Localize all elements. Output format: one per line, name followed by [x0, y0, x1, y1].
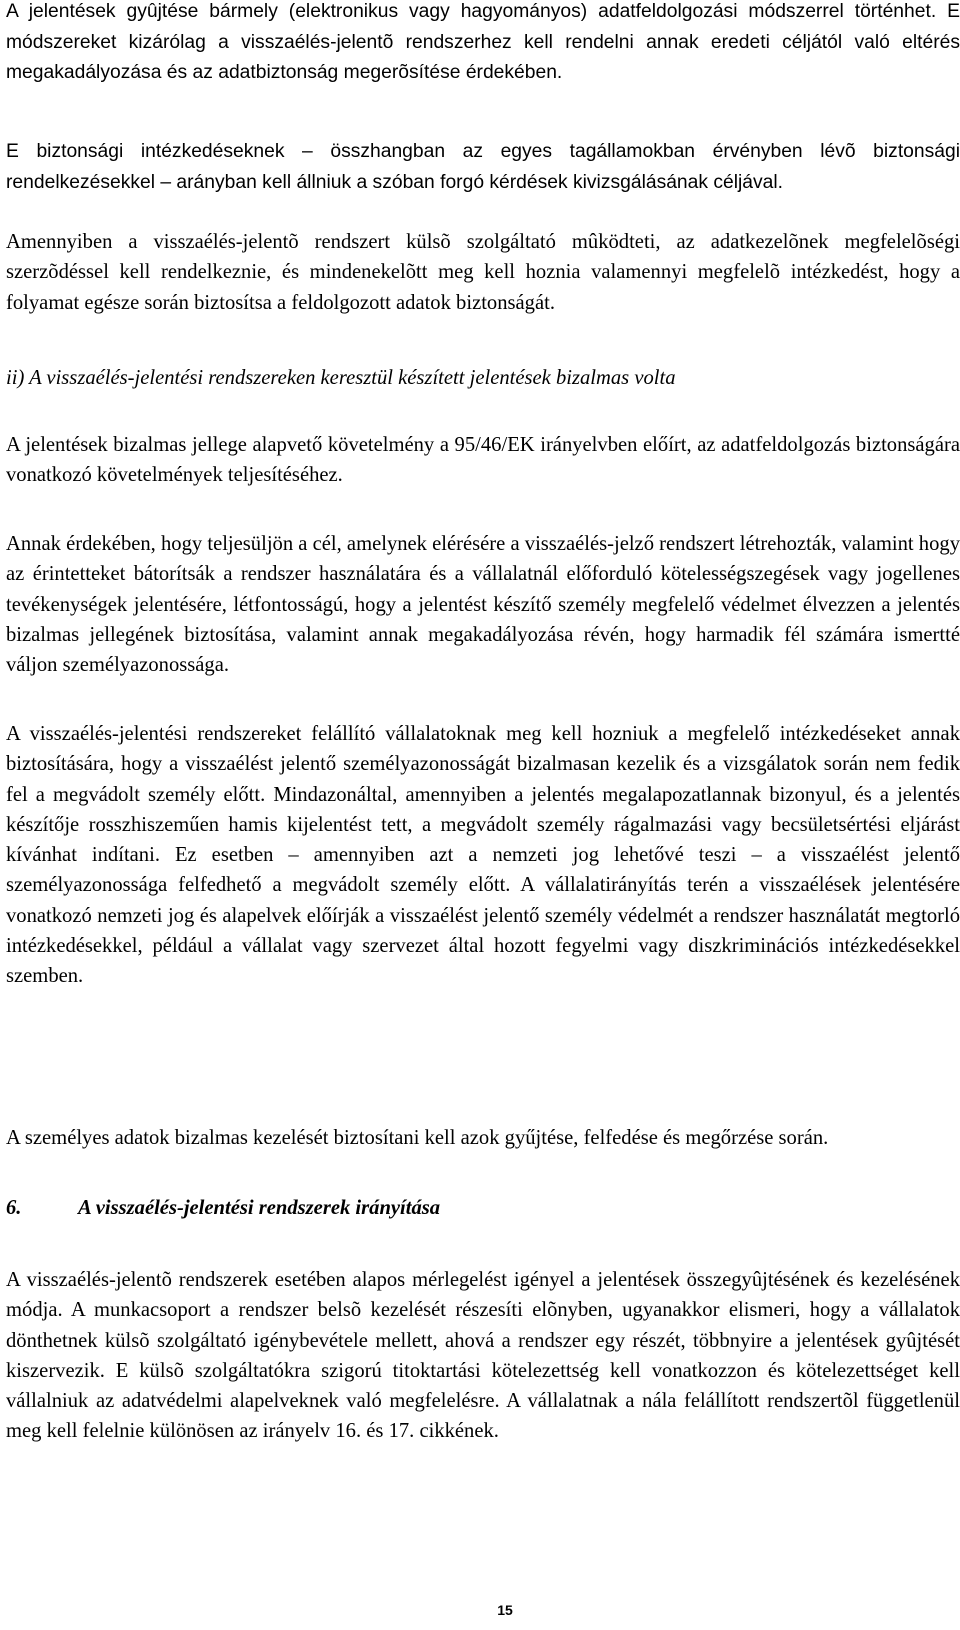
paragraph-confidentiality-requirement: A jelentések bizalmas jellege alapvető követelmény a 95/46/EK irányelvben előírt, az adatfeldolgozás biztonságára vonatkozó követelmények teljesítéséhez.	[6, 434, 960, 487]
paragraph-security-measures: E biztonsági intézkedéseknek – összhangban az egyes tagállamokban érvényben lévõ biztonsági rendelkezésekkel – arányban kell állniuk a szóban forgó kérdések kivizsgálásának céljával.	[6, 141, 960, 193]
page-number: 15	[497, 1602, 513, 1618]
paragraph-personal-data: A személyes adatok bizalmas kezelését biztosítani kell azok gyűjtése, felfedése és megőrzése során.	[6, 1127, 829, 1149]
paragraph-data-collection: A jelentések gyûjtése bármely (elektronikus vagy hagyományos) adatfeldolgozási módszerrel történhet. E módszereket kizárólag a visszaélés-jelentõ rendszerhez kell rendelni annak eredeti céljától való eltérés megakadályozása és az adatbiztonság megerõsítése érdekében.	[6, 1, 960, 83]
section-number: 6.	[6, 1197, 22, 1219]
paragraph-external-provider: Amennyiben a visszaélés-jelentõ rendszert külsõ szolgáltató mûködteti, az adatkezelõnek megfelelõségi szerzõdéssel kell rendelkeznie, és mindenekelõtt meg kell hoznia valamennyi megfelelõ intézkedést, hogy a folyamat egésze során biztosítsa a feldolgozott adatok biztonságát.	[6, 231, 960, 314]
section-heading	[6, 1193, 960, 1223]
section-title: A visszaélés-jelentési rendszerek irányítása	[78, 1197, 441, 1219]
subheading-confidentiality: ii) A visszaélés-jelentési rendszereken keresztül készített jelentések bizalmas volta	[6, 367, 676, 389]
paragraph-reporter-protection: Annak érdekében, hogy teljesüljön a cél, amelynek elérésére a visszaélés-jelző rendszert létrehozták, valamint hogy az érintetteket bátorítsák a rendszer használatára és a vállalatnál előforduló kötelességszegések vagy jogellenes tevékenységek jelentésére, létfontosságú, hogy a jelentést készítő személy megfelelő védelmet élvezzen a jelentés bizalmas jellegének biztosítása, valamint annak megakadályozása révén, hogy harmadik fél számára ismertté váljon személyazonossága.	[6, 533, 960, 677]
paragraph-system-management: A visszaélés-jelentõ rendszerek esetében alapos mérlegelést igényel a jelentések összegyûjtésének és kezelésének módja. A munkacsoport a rendszer belsõ kezelését részesíti elõnyben, ugyanakkor elismeri, hogy a vállalatok dönthetnek külsõ szolgáltató igénybevétele mellett, ahová a rendszer egy részét, többnyire a jelentések gyûjtését kiszervezik. E külsõ szolgáltatókra szigorú titoktartási kötelezettség kell vonatkozzon és kötelezettséget kell vállalniuk az adatvédelmi alapelveknek való megfelelésre. A vállalatnak a nála felállított rendszertõl függetlenül meg kell felelnie különösen az irányelv 16. és 17. cikkének.	[6, 1269, 960, 1443]
paragraph-company-measures: A visszaélés-jelentési rendszereket felállító vállalatoknak meg kell hozniuk a megfelelő intézkedéseket annak biztosítására, hogy a visszaélést jelentő személyazonosságát bizalmasan kezelik és a vizsgálatok során nem fedik fel a megvádolt személy előtt. Mindazonáltal, amennyiben a jelentés megalapozatlannak bizonyul, és a jelentés készítője rosszhiszeműen hamis kijelentést tett, a megvádolt személy rágalmazási vagy becsületsértési eljárást kívánhat indítani. Ez esetben – amennyiben azt a nemzeti jog lehetővé teszi – a visszaélést jelentő személyazonossága felfedhető a megvádolt személy előtt. A vállalatirányítás terén a visszaélések jelentésére vonatkozó nemzeti jog és alapelvek előírják a visszaélést jelentő személy védelmét a rendszer használatát megtorló intézkedésekkel, például a vállalat vagy szervezet által hozott fegyelmi vagy diszkriminációs intézkedésekkel szemben.	[6, 723, 960, 988]
